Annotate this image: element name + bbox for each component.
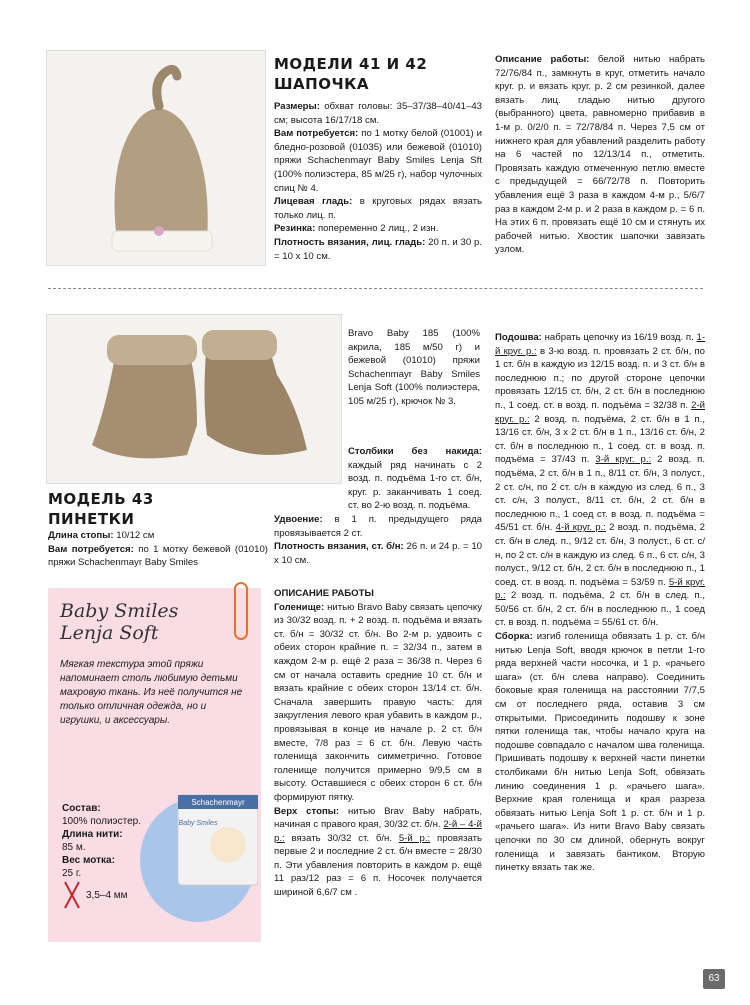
section-divider [48,288,703,289]
booties-work-sole: Подошва: набрать цепочку из 16/19 возд. п. 1-й круг. р.: в 3-ю возд. п. провязать 2 ст. б/н, по 1 ст. б/н в каждую из 12/15 возд. п. и 3 ст. б/н в последнюю п.; по другой стороне цепочки провязать 12/15 ст. б/н, 2 ст. б/н в последнюю п., 1 соед. ст. в возд. п. подъёма = 32/38 п. 2-й круг. р.: 2 возд. п. подъёма, 2 ст. б/н в 1 п., 13/16 ст. б/н, 3 х 2 ст. б/н в 1 п., 13/16 ст. б/н, 2 ст. б/н в последнюю п., 1 соед. ст. в возд. п. подъёма = 37/43 п. 3-й круг. р.: 2 возд. п. подъёма, 2 ст. б/н в 1 п., 8/11 ст. б/н, 3 полуст., 2 ст. с/н, по 2 ст. с/н в каждую из след. 6 п., 3 ст. с/н, 3 полуст., 8/11 ст. б/н, 2 ст. б/н в последнюю п., 1 соед ст. в возд. п. подъёма = 45/51 ст. б/н. 4-й круг. р.: 2 возд. п. подъёма, 2 ст. б/н в след. п., 9/12 ст. б/н, 3 полуст., 6 ст. с/н, по 2 ст. с/н в каждую из след. 6 п., 6 ст. с/н, 3 полуст., 9/12 ст. б/н, 2 ст. б/н в последнюю п., 1 соед. ст. в возд. п. подъёма = 53/59 п. 5-й круг. р.: 2 возд. п. подъёма, 2 ст. б/н в след. п., 50/56 ст. б/н, 2 ст. б/н в последнюю п., 1 соед ст. в возд. п. подъёма = 55/61 ст. б/н. Сборка: изгиб голенища обвязать 1 р. ст. б/н нитью Lenja Soft, вводя крючок в петли 1-го ряда верхней части носочка, и 1 р. «рачьего шага» (ст. б/н слева направо). Соединить боковые края голенища на расстоянии 7/7,5 см от последнего ряда, оставив 3 см открытыми. Присоединить подошву к зоне пятки голенища так, чтобы начало круга на подошве совпадало с началом шва голенища. Пришивать подошву к верхней части пинетки столбиками б/н нитью Lenja Soft, обвязать линию соединения 1 р. «рачьего шага». Верхние края голенища и края разреза обвязать нитью Lenja Soft 1 р. ст. б/н и 1 р. «рачьего шага». Из нити Bravo Baby связать цепочки по 30 см длиной, обернуть вокруг голенища и завязать бантиком. Вторую пинетку вязать так же. [495,332,706,874]
booties-yarn-spec: Bravo Baby 185 (100% акрила, 185 м/50 г) и бежевой (01010) пряжи Schachenmayr Baby Smiles Lenja Soft (100% полиэстера, 105 м/25 г), крючок № 3. [348,328,480,407]
yarn-card [48,588,261,942]
yarn-card-text: Мягкая текстура этой пряжи напоминает столь любимую детьми махровую ткань. Из неё получится не только отличная одежда, но и игрушки, и аксессуары. [60,659,243,726]
booties-subtitle: ПИНЕТКИ [48,510,135,528]
hat-title: МОДЕЛИ 41 И 42 [274,55,428,73]
needles-icon [62,880,82,910]
booties-title: МОДЕЛЬ 43 [48,490,154,508]
hat-description: Описание работы: белой нитью набрать 72/76/84 п., замкнуть в круг, отметить начало круг. р. и вязать круг. р. 2 см резинкой, далее вязать лиц. гладью нитью другого (выбранного) цвета, равномерно прибавив в 1-м р. 0/2/0 п. = 72/78/84 п. Через 7,5 см от нижнего края для убавлений разделить работу на 6 частей по 12/13/14 п., отметить. Провязать каждую отмеченную петлю вместе с предыдущей = 66/72/78 п. Повторить убавления ещё 3 раза в каждом 4-м р., 5/6/7 раз в каждом 2-м р. и 2 раза в каждом р. = 6 п. На этих 6 п. провязать ещё 10 см и стянуть их рабочей нитью. Хвостик шапочки завязать узлом. [495,54,705,256]
skein-label-brand: Schachenmayr [191,798,245,807]
needle-size: 3,5–4 мм [86,890,128,901]
booties-work-leg: ОПИСАНИЕ РАБОТЫ Голенище: нитью Bravo Baby связать цепочку из 30/32 возд. п. + 2 возд. п. подъёма и вязать ст. б/н = 30/32 ст. б/н. Во 2-м р. удвоить с обеих сторон крайние п. = 32/34 п., затем в каждом 2-м р. ещё 2 раза = 36/38 п. Через 6 см от начала оставить средние 10 ст. б/н и вязать крайние с обеих сторон 13/14 ст. б/н. Сначала завершить правую часть: для закругления левого края убавить в каждом р., провязывая в конце ив начале р. 2 ст. б/н вместе, 7/8 раз = 6 ст. б/н. Левую часть голенища закончить симметрично. Готовое голенище получится примерно 9/9,5 см в высоту. Оставшиеся с обеих сторон 6 ст. б/н формируют пятку. Верх стопы: нитью Brav Baby набрать, начиная с правого края, 30/32 ст. б/н. 2-й – 4-й р.: вязать 30/32 ст. б/н. 5-й р.: провязать первые 2 и последние 2 ст. б/н вместе = 28/30 п. Эти убавления повторить в каждом р. ещё 11 раз/12 раз = 6 п. Носочек получается шириной 6,6/7 см . [274,588,482,899]
hat-subtitle: ШАПОЧКА [274,75,369,93]
yarn-card-specs: Состав: 100% полиэстер. Длина нити: 85 м. Вес мотка: 25 г. [62,803,142,879]
hat-illustration [47,51,265,265]
yarn-card-brand: Baby Smiles Lenja Soft [60,600,179,644]
paperclip-icon [234,582,248,640]
booties-requirements: Длина стопы: 10/12 см Вам потребуется: по 1 мотку бежевой (01010) пряжи Schachenmayr Baby Smiles [48,530,268,569]
skein-label-line: Baby Smiles [178,820,218,827]
hat-photo [46,50,266,266]
hat-specs: Размеры: обхват головы: 35–37/38–40/41–43 см; высота 16/17/18 см. Вам потребуется: по 1 мотку белой (01001) и бледно-розовой (01035) или бежевой (01010) пряжи Schachenmayr Baby Smiles Lenja Sft (100% полиэстера, 85 м/25 г), набор чулочных спиц № 4. Лицевая гладь: в круговых рядах вязать только лиц. п. Резинка: попеременно 2 лиц., 2 изн. Плотность вязания, лиц. гладь: 20 п. и 30 р. = 10 х 10 см. [274,101,483,262]
booties-stitch-spec: Столбики без накида: каждый ряд начинать с 2 возд. п. подъёма 1-го ст. б/н, круг. р. заканчивать 1 соед. ст. во 2-ю возд. п. подъёма. Удвоение: в 1 п. предыдущего ряда провязывается 2 ст. Плотность вязания, ст. б/н: 26 п. и 24 р. = 10 х 10 см. [274,446,482,566]
page-number: 63 [703,969,725,989]
